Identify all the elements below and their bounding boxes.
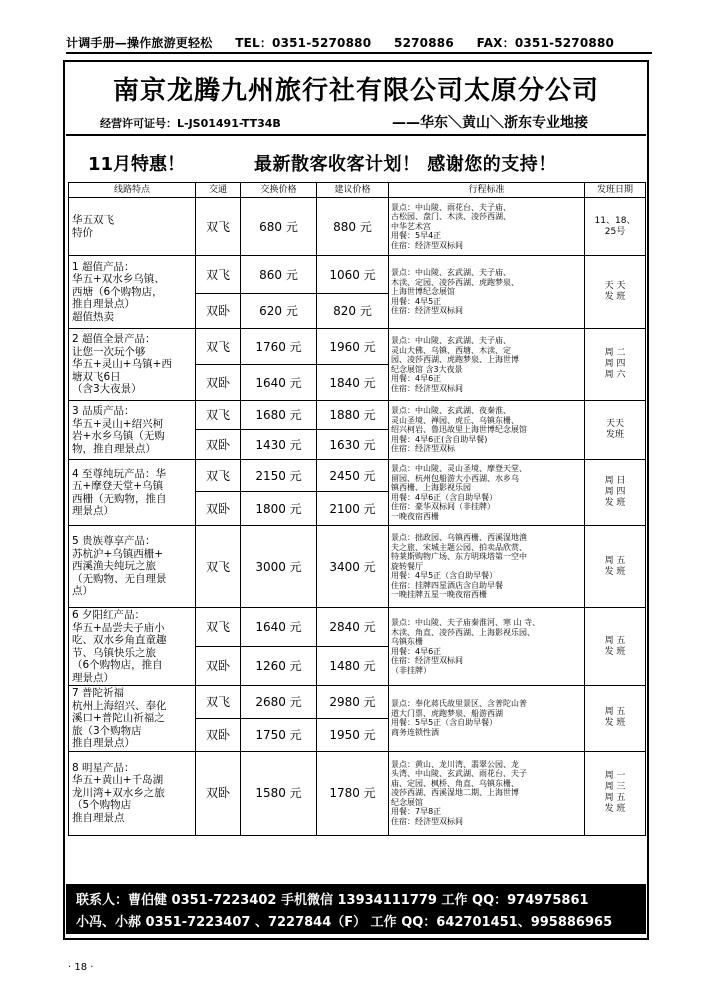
transport: 双卧 [196, 294, 241, 329]
table-row [69, 198, 646, 256]
exchange-price: 680 元 [241, 198, 317, 256]
transport: 双卧 [196, 751, 241, 835]
route-name: 2 超值全景产品： 让您一次玩个够 华五+灵山+乌镇+西 塘双飞6日 （含3大夜景） [69, 329, 196, 401]
route-name: 8 明星产品： 华五+黄山+千岛湖 龙川湾+双水乡之旅 （5个购物店 推自理景点 [69, 751, 196, 835]
table-row [69, 526, 646, 608]
departure-dates: 11、18、 25号 [585, 198, 646, 256]
table-header-row [69, 183, 646, 198]
route-name: 6 夕阳红产品： 华五+品尝夫子庙小 吃、双水乡角直童趣 节、乌镇快乐之旅 （6个购物店，推自 理景点） [69, 608, 196, 686]
table-row [69, 460, 646, 492]
transport: 双飞 [196, 256, 241, 294]
departure-dates: 周 五 发 班 [585, 526, 646, 608]
table-row [69, 256, 646, 294]
company-name: 南京龙腾九州旅行社有限公司太原分公司 [112, 76, 599, 106]
col-header-suggested-price: 建议价格 [317, 183, 389, 198]
col-header-transport: 交通 [196, 183, 241, 198]
tour-table-wrap [68, 182, 645, 836]
transport: 双飞 [196, 686, 241, 719]
transport: 双卧 [196, 365, 241, 401]
route-name: 3 品质产品： 华五+灵山+绍兴柯 岩+水乡乌镇（无购 物，推自理景点） [69, 401, 196, 460]
departure-dates: 周 五 发 班 [585, 608, 646, 686]
departure-dates: 周 二 周 四 周 六 [585, 329, 646, 401]
promo-message: 最新散客收客计划！ 感谢您的支持！ [254, 154, 557, 175]
exchange-price: 860 元 [241, 256, 317, 294]
tour-table [68, 182, 646, 836]
table-row [69, 329, 646, 365]
suggested-price: 820 元 [317, 294, 389, 329]
page-number: · 18 · [68, 962, 94, 973]
exchange-price: 1640 元 [241, 608, 317, 647]
suggested-price: 2980 元 [317, 686, 389, 719]
promo-banner [66, 146, 646, 180]
suggested-price: 1060 元 [317, 256, 389, 294]
transport: 双卧 [196, 718, 241, 751]
itinerary: 景点：中山陵、雨花台、夫子庙、 古松园、盘门、木渎、凌莎西湖、 中华艺术宫 用餐：5早4正 住宿：经济型双标间 [389, 198, 585, 256]
contact-line-1: 联系人：曹伯健 0351-7223402 手机微信 13934111779 工作 QQ：974975861 [76, 893, 589, 908]
route-name: 7 普陀祈福 杭州上海绍兴、奉化 溪口+普陀山祈福之 旅（3个购物店 推自理景点） [69, 686, 196, 752]
suggested-price: 3400 元 [317, 526, 389, 608]
exchange-price: 1580 元 [241, 751, 317, 835]
col-header-departure: 发班日期 [585, 183, 646, 198]
itinerary: 景点：中山陵、玄武湖、夫子庙、 木渎、定园、凌莎西湖、虎跑梦泉、 上海世博纪念展馆 用餐：4早5正 住宿：经济型双标间 [389, 256, 585, 329]
itinerary: 景点：中山陵、玄武湖、夜秦淮、 灵山圣境、禅园、虎丘、乌镇东栅、 绍兴柯岩、鲁迅故里上海世博纪念展馆 用餐：4早6正(含自助早餐) 住宿：经济型双标 [389, 401, 585, 460]
col-header-exchange-price: 交换价格 [241, 183, 317, 198]
promo-month: 11月特惠！ [88, 154, 186, 175]
tel-number-2: 5270886 [394, 36, 454, 50]
contact-line-2: 小冯、小郝 0351-7223407 、7227844（F） 工作 QQ：642701451、995886965 [76, 915, 613, 930]
route-name: 华五双飞 特价 [69, 198, 196, 256]
table-row [69, 686, 646, 719]
transport: 双卧 [196, 647, 241, 686]
itinerary: 景点：黄山、龙川湾、翡翠公园、龙 头湾、中山陵、玄武湖、雨花台、夫子 庙、定园、枫桥、角直、乌镇东栅、 凌莎西湖、西溪湿地二期、上海世博 纪念展馆 用餐：7早8正 住宿：经济型双标间 [389, 751, 585, 835]
suggested-price: 1480 元 [317, 647, 389, 686]
suggested-price: 1630 元 [317, 430, 389, 460]
top-info-bar [66, 34, 651, 50]
exchange-price: 1800 元 [241, 492, 317, 526]
itinerary: 景点：中山陵、玄武湖、夫子庙、 灵山大佛、乌镇、西塘、木渎、定 园、凌莎西湖、虎跑梦泉、上海世博 纪念展馆 含3大夜景 用餐：4早6正 住宿：经济型双标间 [389, 329, 585, 401]
itinerary: 景点：奉化蒋氏故里景区、含普陀山普 道大门票、虎跑梦泉、船游西湖 用餐：5早5正（含自助早餐） 商务连锁性酒 [389, 686, 585, 752]
transport: 双飞 [196, 608, 241, 647]
exchange-price: 2680 元 [241, 686, 317, 719]
itinerary: 景点：拙政园、乌镇西栅、西溪湿地渔 夫之旅、宋城主题公园、拍卖品欣赏、 特莱斯购物广场、东方明珠塔第一空中 旋转餐厅 用餐：4早5正（含自助早餐） 住宿：挂牌四星酒店含自助早餐 一晚挂牌五星一晚夜宿西栅 [389, 526, 585, 608]
transport: 双飞 [196, 460, 241, 492]
suggested-price: 1960 元 [317, 329, 389, 365]
transport: 双卧 [196, 430, 241, 460]
departure-dates: 天天 发班 [585, 401, 646, 460]
suggested-price: 1780 元 [317, 751, 389, 835]
col-header-route: 线路特点 [69, 183, 196, 198]
license-number: 经营许可证号：L-JS01491-TT34B [100, 117, 281, 130]
table-row [69, 401, 646, 430]
transport: 双卧 [196, 492, 241, 526]
departure-dates: 周 日 周 四 发 班 [585, 460, 646, 526]
transport: 双飞 [196, 526, 241, 608]
route-name: 5 贵族尊享产品： 苏杭沪+乌镇西栅+ 西溪渔夫纯玩之旅 （无购物、无自理景 点） [69, 526, 196, 608]
departure-dates: 天 天 发 班 [585, 256, 646, 329]
exchange-price: 1760 元 [241, 329, 317, 365]
transport: 双飞 [196, 329, 241, 365]
transport: 双飞 [196, 198, 241, 256]
departure-dates: 周 一 周 三 周 五 发 班 [585, 751, 646, 835]
suggested-price: 880 元 [317, 198, 389, 256]
tagline: 计调手册—操作旅游更轻松 [66, 36, 213, 50]
exchange-price: 2150 元 [241, 460, 317, 492]
itinerary: 景点：中山陵、夫子庙秦淮河、寒 山 寺、 木渎、角直、凌莎西湖、上海影视乐园、 乌镇东栅 用餐：4早6正 住宿：经济型双标间 （非挂牌） [389, 608, 585, 686]
contact-bar [66, 884, 646, 934]
fax-number: FAX：0351-5270880 [476, 36, 615, 50]
exchange-price: 1430 元 [241, 430, 317, 460]
suggested-price: 2840 元 [317, 608, 389, 647]
company-slogan: ——华东＼黄山＼浙东专业地接 [392, 115, 588, 131]
col-header-itinerary: 行程标准 [389, 183, 585, 198]
exchange-price: 1640 元 [241, 365, 317, 401]
table-row [69, 751, 646, 835]
suggested-price: 2450 元 [317, 460, 389, 492]
route-name: 4 至尊纯玩产品：华 五+摩登天堂+乌镇 西栅（无购物，推自 理景点） [69, 460, 196, 526]
departure-dates: 周 五 发 班 [585, 686, 646, 752]
top-divider [66, 52, 652, 54]
itinerary: 景点：中山陵、灵山圣境、摩登天堂、 留园、杭州包船游大小西湖、水乡乌 镇西栅、上海影视乐园 用餐：4早6正（含自助早餐） 住宿：豪华双标间（非挂牌） 一晚夜宿西栅 [389, 460, 585, 526]
suggested-price: 1880 元 [317, 401, 389, 430]
exchange-price: 1680 元 [241, 401, 317, 430]
suggested-price: 1950 元 [317, 718, 389, 751]
header-divider [66, 134, 646, 136]
route-name: 1 超值产品： 华五+双水乡乌镇、 西塘（6个购物店， 推自理景点） 超值热卖 [69, 256, 196, 329]
exchange-price: 3000 元 [241, 526, 317, 608]
table-row [69, 608, 646, 647]
suggested-price: 2100 元 [317, 492, 389, 526]
tel-number: TEL：0351-5270880 [235, 36, 372, 50]
exchange-price: 620 元 [241, 294, 317, 329]
exchange-price: 1260 元 [241, 647, 317, 686]
transport: 双飞 [196, 401, 241, 430]
suggested-price: 1840 元 [317, 365, 389, 401]
exchange-price: 1750 元 [241, 718, 317, 751]
